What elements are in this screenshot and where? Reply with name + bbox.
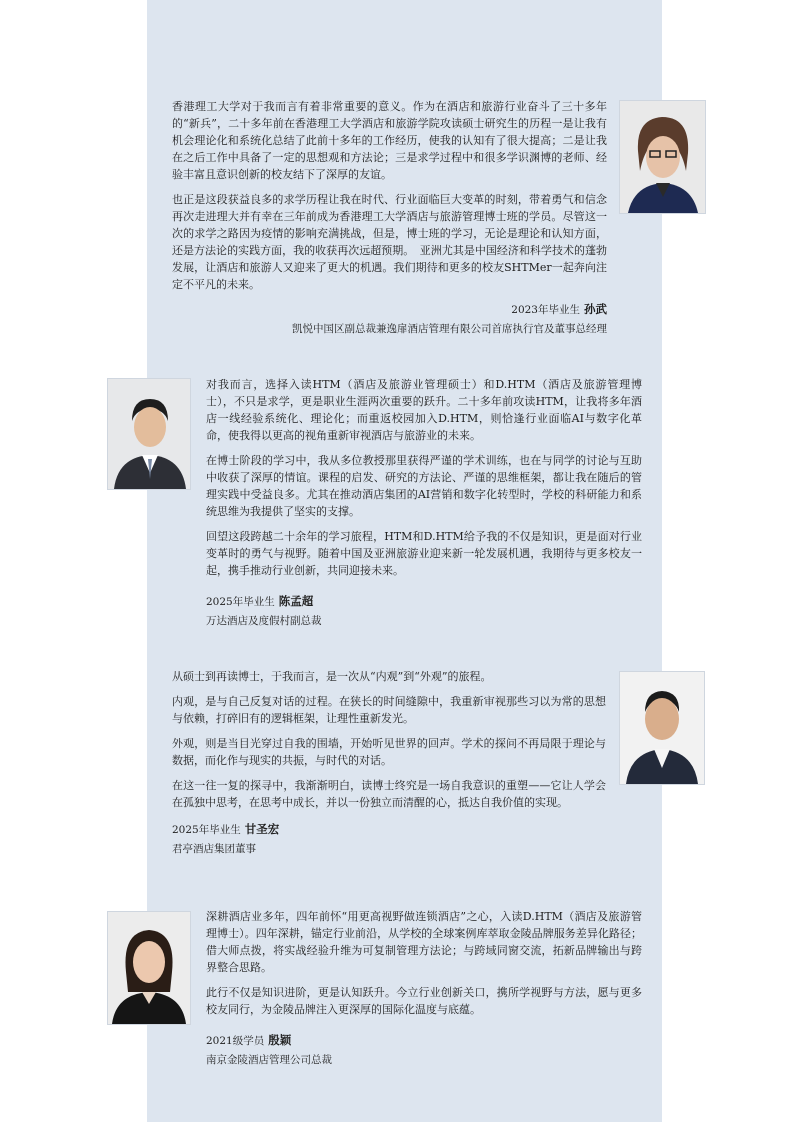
testimonial-paragraph: 深耕酒店业多年，四年前怀“用更高视野做连锁酒店”之心，入读D.HTM（酒店及旅游管理博士）。四年深耕，锚定行业前沿，从学校的全球案例库萃取金陵品牌服务差异化路径；借大师点拨，将实战经验升维为可复制管理方法论；与跨域同窗交流，拓新品牌输出与跨界整合思路。 [206,910,642,974]
testimonial-2 [206,376,642,629]
portrait-photo-4 [107,911,191,1025]
graduation-year: 2023年毕业生 [511,304,580,316]
person-name: 甘圣宏 [244,822,280,836]
testimonial-paragraph: 外观，则是当目光穿过自我的围墙，开始听见世界的回声。学术的探问不再局限于理论与数据，而化作与现实的共振，与时代的对话。 [172,737,606,767]
testimonial-paragraph: 香港理工大学对于我而言有着非常重要的意义。作为在酒店和旅游行业奋斗了三十多年的“新兵”，二十多年前在香港理工大学酒店和旅游学院攻读硕士研究生的历程一是让我有机会理论化和系统化总结了此前十多年的工作经历，使我的认知有了很大提高；二是让我在之后工作中具备了一定的思想观和方法论；三是求学过程中和很多学识渊博的老师、经验丰富且意识创新的校友结下了深厚的友谊。 [172,100,607,181]
graduation-year: 2021级学员 [206,1035,265,1047]
testimonial-paragraph: 在博士阶段的学习中，我从多位教授那里获得严谨的学术训练，也在与同学的讨论与互助中收获了深厚的情谊。课程的启发、研究的方法论、严谨的思维框架，都让我在随后的管理实践中受益良多。尤其在推动酒店集团的AI营销和数字化转型时，学校的科研能力和系统思维为我提供了坚实的支撑。 [206,454,642,518]
testimonial-4 [206,908,642,1068]
signature-line [206,1032,642,1049]
signature-line [206,593,642,610]
testimonial-paragraph: 在这一往一复的探寻中，我渐渐明白，读博士终究是一场自我意识的重塑——它让人学会在孤独中思考，在思考中成长，并以一份独立而清醒的心，抵达自我价值的实现。 [172,779,606,809]
signature-line [172,301,607,318]
signature-line [172,821,606,838]
portrait-photo-3 [619,671,705,785]
testimonial-paragraph: 回望这段跨越二十余年的学习旅程，HTM和D.HTM给予我的不仅是知识，更是面对行业变革时的勇气与视野。随着中国及亚洲旅游业迎来新一轮发展机遇，我期待与更多校友一起，携手推动行业创新，共同迎接未来。 [206,530,642,577]
portrait-photo-1 [619,100,706,214]
graduation-year: 2025年毕业生 [206,596,275,608]
testimonial-paragraph: 此行不仅是知识进阶，更是认知跃升。今立行业创新关口，携所学视野与方法，愿与更多校友同行，为金陵品牌注入更深厚的国际化温度与底蕴。 [206,986,642,1016]
testimonial-paragraph: 也正是这段获益良多的求学历程让我在时代、行业面临巨大变革的时刻，带着勇气和信念再次走进理大并有幸在三年前成为香港理工大学酒店与旅游管理博士班的学员。尽管这一次的求学之路因为疫情的影响充满挑战，但是，博士班的学习，无论是理论和认知方面，还是方法论的实践方面，我的收获再次远超预期。 亚洲尤其是中国经济和科学技术的蓬勃发展，让酒店和旅游人又迎来了更大的机遇。我们期待和更多的校友SHTMer一起奔向注定不平凡的未来。 [172,193,607,291]
portrait-photo-2 [107,378,191,490]
person-title: 万达酒店及度假村副总裁 [206,615,322,627]
testimonial-paragraph: 内观，是与自己反复对话的过程。在狭长的时间缝隙中，我重新审视那些习以为常的思想与依赖，打碎旧有的逻辑框架，让理性重新发光。 [172,695,606,725]
testimonial-1 [172,98,607,337]
person-title: 南京金陵酒店管理公司总裁 [206,1054,332,1066]
graduation-year: 2025年毕业生 [172,824,241,836]
person-name: 孙武 [584,302,607,316]
person-name: 陈孟超 [278,594,314,608]
person-name: 殷颖 [268,1033,292,1047]
person-title: 凯悦中国区副总裁兼逸扉酒店管理有限公司首席执行官及董事总经理 [292,323,607,335]
testimonial-3 [172,668,606,857]
person-title: 君亭酒店集团董事 [172,843,256,855]
testimonial-paragraph: 从硕士到再读博士，于我而言，是一次从“内观”到“外观”的旅程。 [172,670,492,683]
testimonial-paragraph: 对我而言，选择入读HTM（酒店及旅游业管理硕士）和D.HTM（酒店及旅游管理博士），不只是求学，更是职业生涯两次重要的跃升。二十多年前攻读HTM，让我将多年酒店一线经验系统化、理论化；而重返校园加入D.HTM，则恰逢行业面临AI与数字化革命，使我得以更高的视角重新审视酒店与旅游业的未来。 [206,378,642,442]
